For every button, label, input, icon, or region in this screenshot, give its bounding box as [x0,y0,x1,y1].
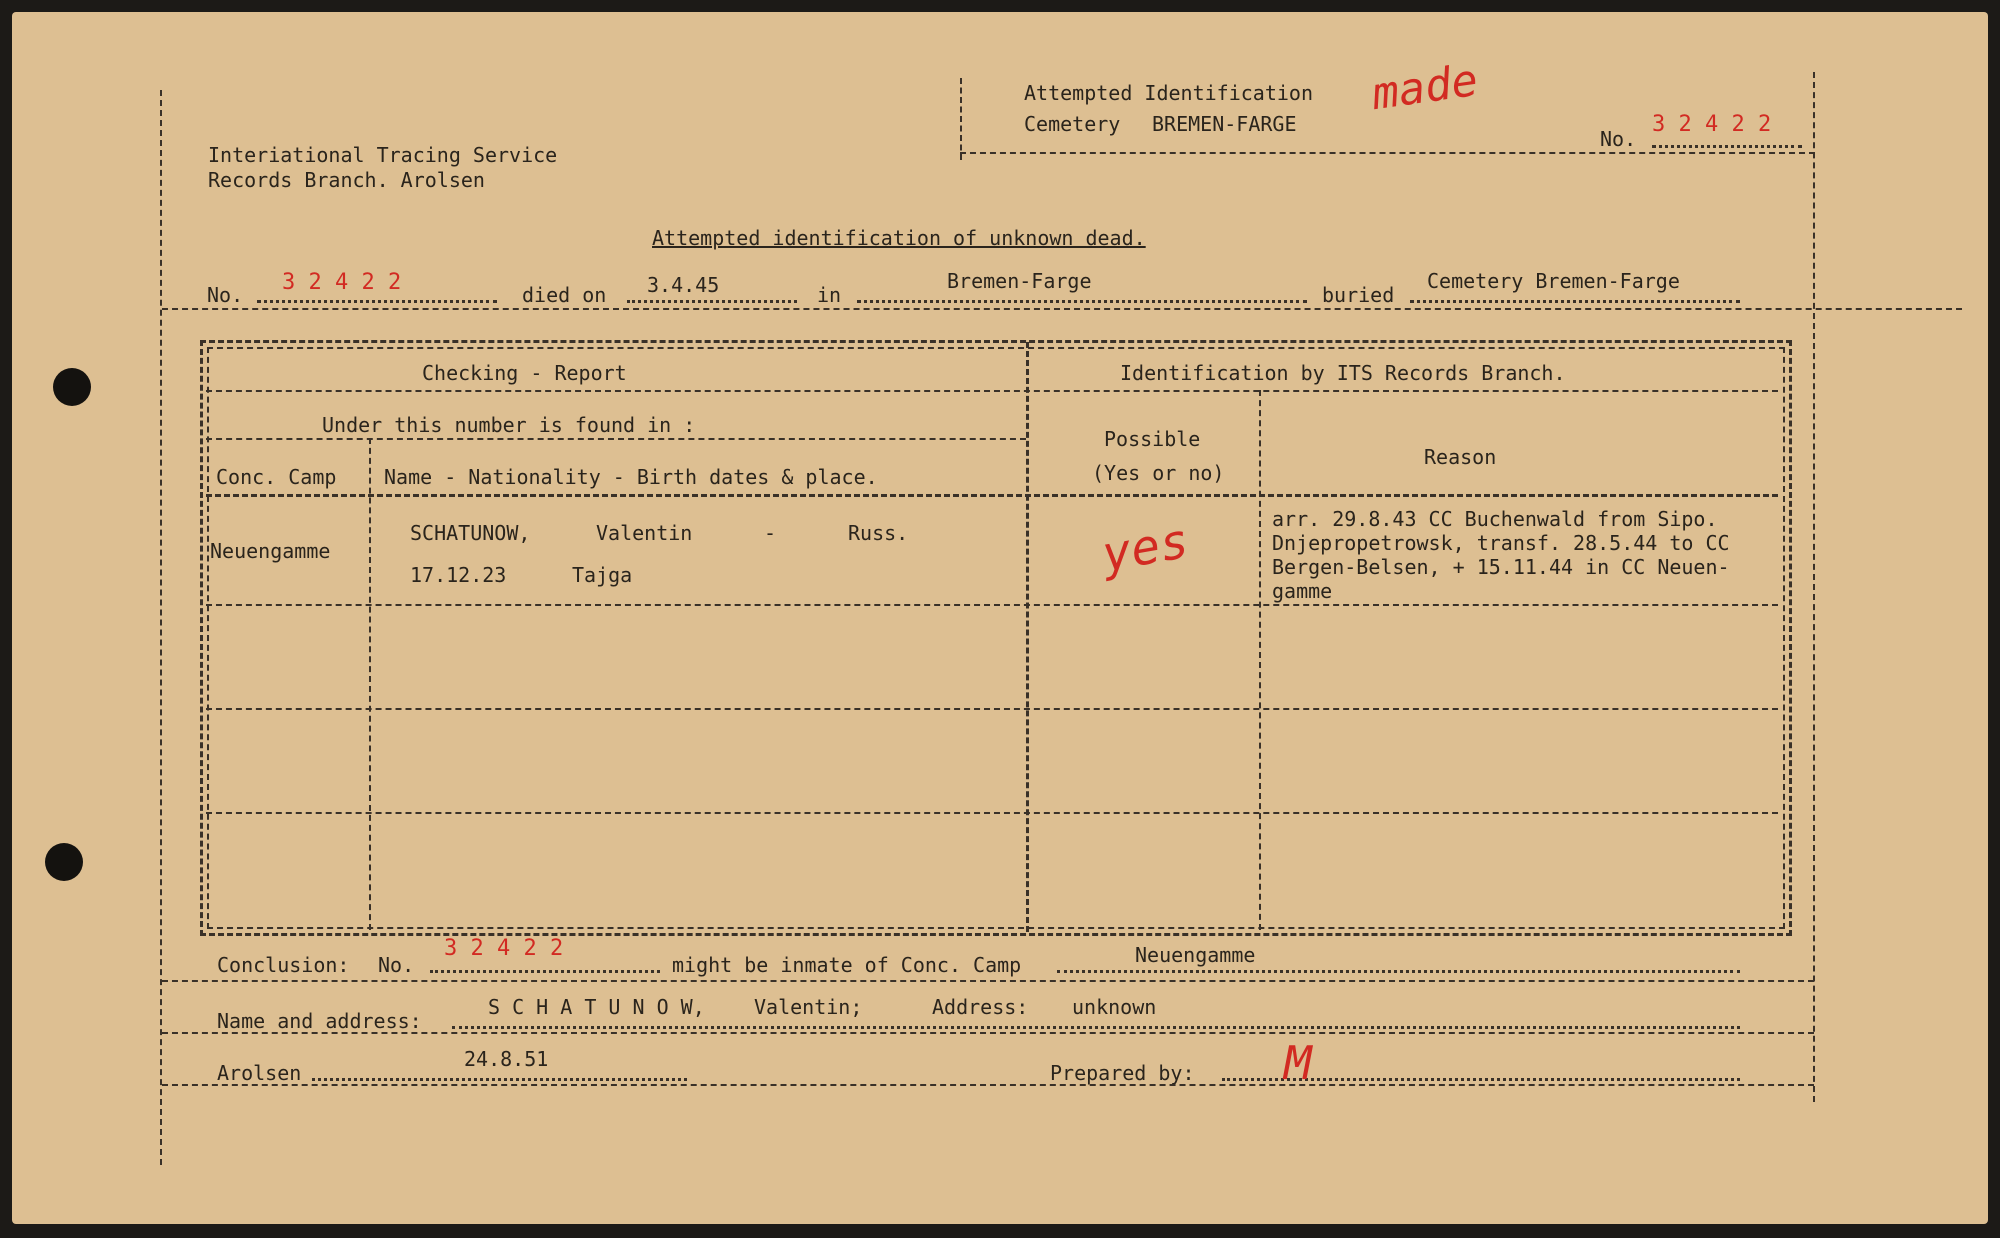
punch-hole-bottom [45,843,83,881]
conclusion-camp: Neuengamme [1135,943,1256,967]
name-address-line [162,1032,1814,1034]
conclusion-text: might be inmate of Conc. Camp [672,953,1022,977]
col-camp-header: Conc. Camp [216,465,337,489]
divider-possible-reason [1259,390,1261,930]
left-margin-line [160,90,162,1165]
footer-date-dots [312,1078,687,1081]
buried-value: Cemetery Bremen-Farge [1427,269,1680,293]
address-label: Address: [932,995,1029,1019]
row-line-4 [206,708,1778,710]
record-underline [162,308,1962,310]
divider-main [1026,342,1029,932]
row1-surname: SCHATUNOW, [410,521,531,545]
record-no-label: No. [207,283,244,307]
row-line-5 [206,812,1778,814]
col-possible-header-1: Possible [1104,427,1201,451]
form-title: Attempted identification of unknown dead. [652,226,1146,250]
row1-firstname: Valentin [596,521,693,545]
conclusion-camp-dots [1057,970,1740,973]
identification-header: Identification by ITS Records Branch. [1120,361,1566,385]
stamp-cemetery-label: Cemetery [1024,112,1121,136]
prepared-by-initials: M [1284,1036,1312,1090]
col-name-header: Name - Nationality - Birth dates & place. [384,465,878,489]
col-reason-header: Reason [1424,445,1497,469]
in-value: Bremen-Farge [947,269,1092,293]
buried-dots [1410,300,1740,303]
row-line-2 [206,438,1026,440]
record-no-value: 3 2 4 2 2 [282,270,402,295]
header-no-dots [1652,145,1802,148]
name-address-firstname: Valentin; [754,995,863,1019]
record-no-dots [257,300,497,303]
conclusion-no-label: No. [378,953,415,977]
stamp-cemetery-value: BREMEN-FARGE [1152,112,1297,136]
name-address-name: S C H A T U N O W, [488,995,705,1019]
prepared-by-label: Prepared by: [1050,1061,1195,1085]
row-line-3 [206,604,1778,606]
name-address-label: Name and address: [217,1009,422,1033]
row-line-1 [206,390,1778,392]
under-number-header: Under this number is found in : [322,413,696,437]
footer-place-label: Arolsen [217,1061,302,1085]
conclusion-line [162,980,1814,982]
record-card [12,12,1988,1224]
footer-line [162,1084,1814,1086]
handwritten-made-note: made [1368,54,1482,121]
stamp-line-1: Attempted Identification [1024,81,1313,105]
conclusion-no-value: 3 2 4 2 2 [444,936,564,961]
org-line-2: Records Branch. Arolsen [208,168,485,192]
checking-report-header: Checking - Report [422,361,627,385]
died-dots [627,300,797,303]
address-value: unknown [1072,995,1157,1019]
footer-date: 24.8.51 [464,1047,549,1071]
row1-birth-place: Tajga [572,563,633,587]
row1-birth-date: 17.12.23 [410,563,507,587]
row1-nationality: Russ. [848,521,909,545]
row1-camp: Neuengamme [210,539,331,563]
stamp-box-left [960,78,962,160]
row1-reason-line-3: Bergen-Belsen, + 15.11.44 in CC Neuen- [1272,555,1730,579]
in-dots [857,300,1307,303]
header-no-label: No. [1600,127,1637,151]
in-label: in [817,283,842,307]
right-margin-line [1813,72,1815,1102]
row1-reason-line-4: gamme [1272,579,1333,603]
died-label: died on [522,283,607,307]
conclusion-no-dots [430,970,660,973]
stamp-box-bottom [960,152,1815,154]
died-value: 3.4.45 [647,273,720,297]
name-address-dots [452,1026,1740,1029]
divider-camp-name [369,438,371,930]
buried-label: buried [1322,283,1395,307]
conclusion-label: Conclusion: [217,953,350,977]
header-no-value: 3 2 4 2 2 [1652,112,1772,137]
org-line-1: Interiational Tracing Service [208,143,558,167]
row1-possible-handwritten: yes [1097,512,1193,584]
row1-dash: - [764,521,777,545]
col-possible-header-2: (Yes or no) [1092,461,1225,485]
row1-reason-line-2: Dnjepropetrowsk, transf. 28.5.44 to CC [1272,531,1730,555]
row1-reason-line-1: arr. 29.8.43 CC Buchenwald from Sipo. [1272,507,1718,531]
header-bottom-line [206,494,1778,497]
punch-hole-top [53,368,91,406]
